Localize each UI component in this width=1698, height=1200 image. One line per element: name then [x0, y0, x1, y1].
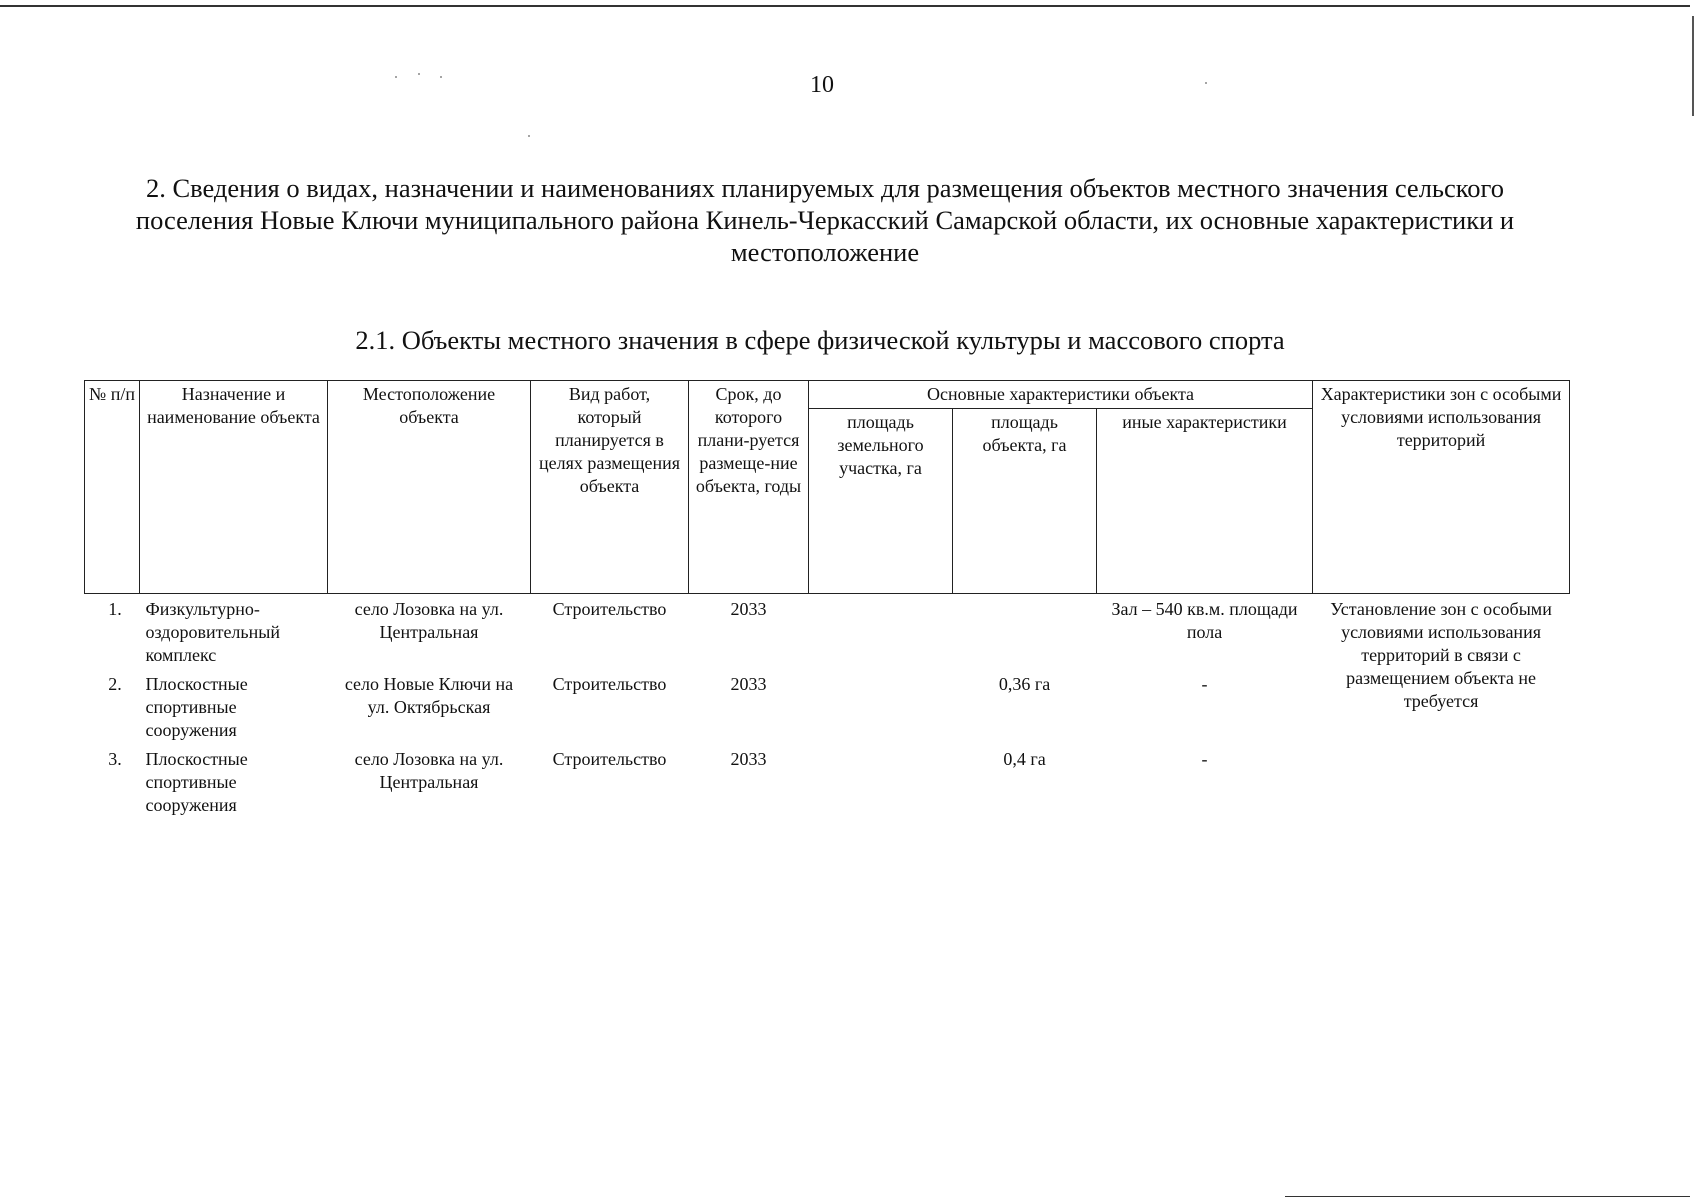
- header-name: Назначение и наименование объекта: [140, 381, 328, 594]
- row-deadline: 2033: [730, 674, 767, 694]
- row-other-characteristics: -: [1201, 674, 1208, 694]
- row-name: Плоскостные спортивные сооружения: [145, 749, 248, 815]
- page-number: 10: [810, 72, 834, 98]
- row-deadline: 2033: [730, 599, 767, 619]
- right-border-line: [1692, 16, 1694, 116]
- header-other-characteristics: иные характеристики: [1097, 409, 1313, 594]
- header-location: Местоположение объекта: [328, 381, 531, 594]
- row-location: село Лозовка на ул. Центральная: [354, 749, 504, 792]
- header-main-characteristics: Основные характеристики объекта: [809, 381, 1313, 409]
- header-land-area: площадь земельного участка, га: [809, 409, 953, 594]
- header-object-area: площадь объекта, га: [953, 409, 1097, 594]
- header-work-type: Вид работ, который планируется в целях размещения объекта: [531, 381, 689, 594]
- row-num: 2.: [108, 674, 122, 694]
- row-other-characteristics: -: [1201, 749, 1208, 769]
- table-header-row: [85, 381, 1570, 409]
- section-title: 2. Сведения о видах, назначении и наименованиях планируемых для размещения объектов местного значения сельского поселения Новые Ключи муниципального района Кинель-Черкасский Самарской области, их основные характеристики и местоположение: [135, 173, 1515, 267]
- row-deadline: 2033: [730, 749, 767, 769]
- row-name: Физкультурно-оздоровительный комплекс: [145, 599, 280, 665]
- header-zones: Характеристики зон с особыми условиями использования территорий: [1313, 381, 1570, 594]
- zones-note: Установление зон с особыми условиями использования территорий в связи с размещением объекта не требуется: [1330, 599, 1552, 711]
- row-land-area: [809, 744, 953, 819]
- row-object-area: 0,36 га: [998, 674, 1051, 694]
- objects-table: [84, 380, 1570, 819]
- row-num: 1.: [108, 599, 122, 619]
- table-row: [85, 594, 1570, 670]
- header-num: № п/п: [85, 381, 140, 594]
- row-work-type: Строительство: [552, 599, 667, 619]
- row-object-area: 0,4 га: [1003, 749, 1046, 769]
- top-border-line: [0, 5, 1690, 7]
- row-num: 3.: [108, 749, 122, 769]
- subsection-title: 2.1. Объекты местного значения в сфере физической культуры и массового спорта: [355, 325, 1285, 355]
- row-work-type: Строительство: [552, 674, 667, 694]
- row-work-type: Строительство: [552, 749, 667, 769]
- header-deadline: Срок, до которого плани-руется размеще-ние объекта, годы: [689, 381, 809, 594]
- row-land-area: [809, 594, 953, 670]
- scan-speck: [528, 135, 530, 137]
- row-object-area: [953, 594, 1097, 670]
- row-name: Плоскостные спортивные сооружения: [145, 674, 248, 740]
- row-other-characteristics: Зал – 540 кв.м. площади пола: [1111, 599, 1298, 642]
- row-location: село Лозовка на ул. Центральная: [354, 599, 504, 642]
- bottom-border-line: [1285, 1196, 1690, 1197]
- row-location: село Новые Ключи на ул. Октябрьская: [344, 674, 514, 717]
- row-land-area: [809, 669, 953, 744]
